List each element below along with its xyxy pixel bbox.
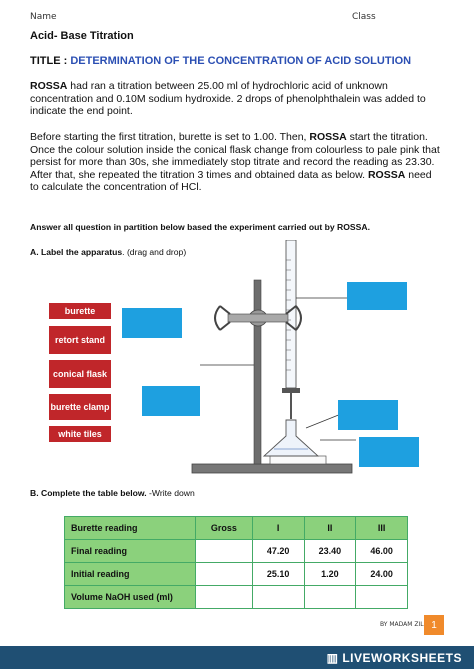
cell-input[interactable] [196,563,253,586]
name-rossa: ROSSA [367,168,406,181]
intro-paragraph [30,80,442,118]
cell-input[interactable] [252,586,304,609]
titration-apparatus-illustration [180,240,360,476]
cell-value: 25.10 [252,563,304,586]
procedure-text-c: need to calculate the concentration of HCl. [30,168,432,194]
table-row [65,540,408,563]
section-b-title: B. Complete the table below. [30,488,147,498]
header-burette-reading: Burette reading [65,517,196,540]
section-b-label [30,488,195,498]
section-b-hint: -Write down [146,488,195,498]
page-title [30,55,411,67]
header-ii: II [304,517,356,540]
cell-input[interactable] [356,586,408,609]
header-iii: III [356,517,408,540]
drop-zone-burette-clamp[interactable] [142,386,200,416]
cell-value: 47.20 [252,540,304,563]
title-prefix: TITLE : [30,55,68,67]
cell-value: 23.40 [304,540,356,563]
drop-zone-white-tiles[interactable] [359,437,419,467]
liveworksheets-logo[interactable] [327,651,462,665]
cell-input[interactable] [196,540,253,563]
name-label: Name [30,12,57,22]
instructions: Answer all question in partition below based the experiment carried out by ROSSA. [30,222,370,232]
table-header-row [65,517,408,540]
row-label-initial: Initial reading [65,563,196,586]
section-a-title: A. Label the apparatus [30,247,123,257]
drop-zone-conical-flask[interactable] [338,400,398,430]
chip-burette-clamp[interactable]: burette clamp [48,393,112,421]
header-i: I [252,517,304,540]
titration-table [64,516,408,609]
procedure-text-b: start the titration. Once the colour solution inside the conical flask change from colourless to pale pink that persist for more than 30s, she immediately stop titrate and record the reading as 23.30. After that, she repeated the titration 3 times and obtained data as below. [30,131,440,181]
row-label-volume: Volume NaOH used (ml) [65,586,196,609]
chip-white-tiles[interactable]: white tiles [48,425,112,443]
chip-retort-stand[interactable]: retort stand [48,325,112,355]
cell-input[interactable] [304,586,356,609]
title-text: DETERMINATION OF THE CONCENTRATION OF ACID SOLUTION [70,55,412,67]
page-heading: Acid- Base Titration [30,30,134,42]
name-rossa: ROSSA [309,131,347,143]
cell-value: 24.00 [356,563,408,586]
class-label: Class [352,12,376,22]
table-row [65,563,408,586]
chip-conical-flask[interactable]: conical flask [48,359,112,389]
author-credit: BY MADAM ZIL [380,621,424,628]
cell-input[interactable] [196,586,253,609]
procedure-text-a: Before starting the first titration, burette is set to 1.00. Then, [30,131,310,143]
page-number: 1 [424,615,444,635]
procedure-paragraph [30,131,442,194]
header-gross: Gross [196,517,253,540]
logo-icon: ▥ [326,651,343,665]
section-a-hint: . (drag and drop) [122,247,187,257]
name-rossa: ROSSA [30,80,68,92]
intro-text: had ran a titration between 25.00 ml of hydrochloric acid of unknown concentration and 0.10M sodium hydroxide. 2 drops of phenolphthalein was added to indicate the end point. [30,80,426,118]
cell-value: 46.00 [356,540,408,563]
drop-zone-burette[interactable] [347,282,407,310]
section-a-label [30,247,186,257]
table-row [65,586,408,609]
chip-burette[interactable]: burette [48,302,112,320]
row-label-final: Final reading [65,540,196,563]
logo-text: LIVEWORKSHEETS [342,651,462,665]
cell-value: 1.20 [304,563,356,586]
drop-zone-retort-stand[interactable] [122,308,182,338]
